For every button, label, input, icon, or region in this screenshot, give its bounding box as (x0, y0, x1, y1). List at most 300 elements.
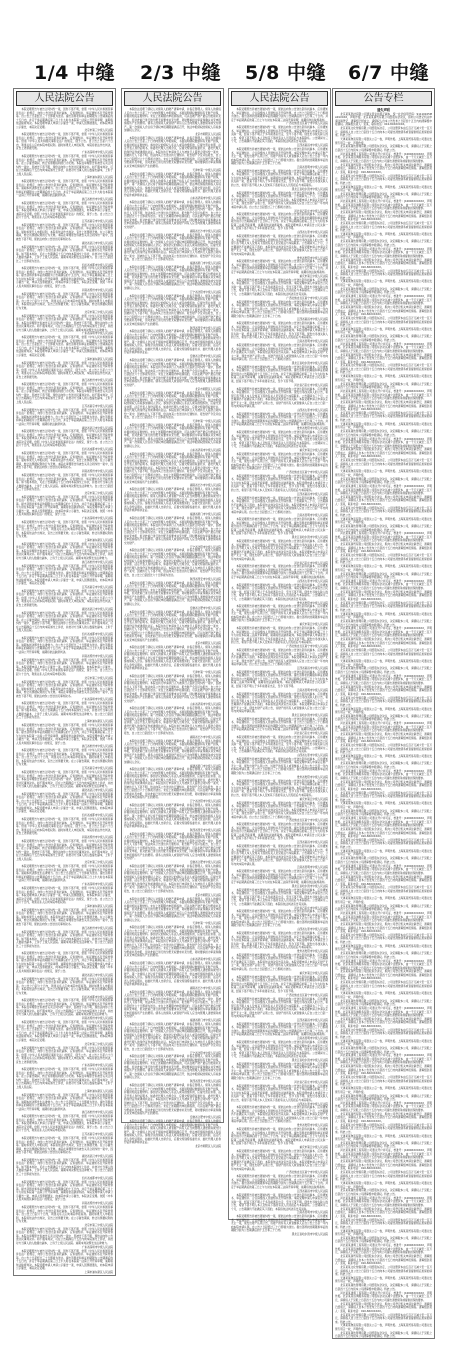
notice-signature: 贵州省贵阳市中级人民法院 (296, 427, 328, 431)
notice-signature: 重庆市第五中级人民法院 (299, 1146, 328, 1150)
notice-item: 河北某某建筑工程有限公司遗失开户许可证，核准号：J1000XXXXXXX，声明作废。北京某某咨询服务有限公司股东会决议减少注册资本，由一千万元减至二百万元，请债权人于见报之日起四十五日内向公司提出清偿债务或提供担保的要求。 (335, 295, 432, 306)
notice-item: 北京某某文化传媒有限公司经股东决定，公司注册资本由五百万元减少至一百万元，请债权人自公告之日起四十五日内向本公司提出清偿债务或者提供相应担保的请求。特此公告。 (335, 1171, 432, 1182)
notice-body: 本院受理原告与被告合同纠纷一案，因你下落不明，依照《中华人民共和国民事诉讼法》的规定，向你公告送达起诉状副本、应诉通知书、举证通知书及开庭传票等。逾期本判决即发生法律效力。自公告之日起经过三十日即视为送达。提出答辩状和举证的期限为公告期满后的十五日内，并定于举证期满后第三日上午九时在本院第一法庭公开开庭审理，逾期将依法缺席判决。 (16, 636, 113, 654)
notice-body: 本院受理原告诉被告离婚纠纷一案，现依法向你公告送达起诉状副本、应诉通知书、举证通知书、合议庭组成人员通知书及开庭传票。并定于举证期满后的第三日上午九时在本院第三法庭开庭审理，逾期将依法缺席裁判。本院受理申请人申请宣告公民失踪一案，经查下落不明人于多年前离家出走，至今下落不明。现发出寻找失踪人的公告，希望下落不明人本人及知其下落的有关人员见报后与本院联系。 (231, 322, 328, 340)
notice-body: 本院依法受理了债权人对债务人的破产清算申请，并指定管理人。债务人的债权人应自公告之日起三十日内向管理人申报债权，书面说明债权数额和有无财产担保，并提供相关证据材料。第一次债权人会议将于债权申报期限届满后召开，依法申报债权的债权人有权参加债权人会议。参加会议的债权人系法人或其他组织的，应提交营业执照、法定代表人身份证明书，如委托代理人出席会议，应提交特别授权委托书、委托代理人的身份证件或律师执业证。本院在执行申请执行人与被执行人借款合同纠纷一案中，因被执行人下落不明，依法向其公告送达执行通知书、报告财产令及评估报告，自公告之日起经过六十日即视为送达。 (124, 1023, 221, 1051)
notice-body: 本院受理原告与被告合同纠纷一案，因你下落不明，依照《中华人民共和国民事诉讼法》的规定，向你公告送达起诉状副本、应诉通知书、举证通知书及开庭传票等。届时如果无人申报权利，本院将依法作出判决，宣告上述票据无效。在公示催告期间，转让该票据权利的行为无效。本院在审理原告诉被告买卖合同纠纷一案中，因被告下落不明，现依法向你公告送达民事判决书。 (16, 908, 113, 926)
notice-signature: 河北省石家庄市中级人民法院 (294, 561, 328, 565)
notice-body: 本院受理原告与被告合同纠纷一案，因你下落不明，依照《中华人民共和国民事诉讼法》的规定，向你公告送达起诉状副本、应诉通知书、举证通知书及开庭传票等。届时如果无人申报权利，本院将依法作出判决，宣告上述票据无效。在公示催告期间，转让该票据权利的行为无效。本院在审理原告诉被告买卖合同纠纷一案中，因被告下落不明，现依法向你公告送达民事判决书。 (16, 452, 113, 470)
notice-body: 本院依法受理了债权人对债务人的破产清算申请，并指定管理人。债务人的债权人应自公告之日起三十日内向管理人申报债权，书面说明债权数额和有无财产担保，并提供相关证据材料。本院在执行申请执行人与被执行人借款合同纠纷一案中，因被执行人下落不明，依法向其公告送达执行通知书、报告财产令及评估报告，自公告之日起经过六十日即视为送达。未在上述期限内申报债权的，可以在破产财产最后分配前补充申报，但对此前已进行的分配无权要求补充分配，同时要承担为审查和确认补充申报债权所产生的费用。债务人的债务人或者财产持有人应当向管理人清偿债务或交付财产。 (124, 359, 221, 387)
notice-signature: 广东省深圳市中级人民法院 (81, 1064, 113, 1068)
notice-signature: 湖北省武汉市中级人民法院 (81, 973, 113, 977)
column-2-3 (121, 88, 224, 1148)
notice-signature: 云南省昆明市中级人民法院 (296, 340, 328, 344)
notice-signature: 黑龙江省哈尔滨市中级人民法院 (291, 361, 328, 365)
notice-item: 北京某某商贸有限公司经股东会决议，拟向公司登记机关申请注销登记，清算组已经成立，请债权人自本公告发布之日起四十五日内向清算组申报债权。清算组负责人：张某，联系电话：010-8XXXXXXX。 (335, 1160, 432, 1171)
notice-body: 本院受理原告与被告合同纠纷一案，因你下落不明，依照《中华人民共和国民事诉讼法》的规定，向你公告送达起诉状副本、应诉通知书、举证通知书及开庭传票等。提出答辩状和举证的期限为公告期满后的十五日内，并定于举证期满后第三日上午九时在本院第一法庭公开开庭审理，逾期将依法缺席判决。本院受理申请人申请公示催告一案，申请人因票据遗失，向本院申请公示催告，本院决定受理。依照《中华人民共和国民事诉讼法》的规定，现予公告。 (16, 1180, 113, 1202)
notice-body: 本院受理原告诉被告离婚纠纷一案，现依法向你公告送达起诉状副本、应诉通知书、举证通知书、合议庭组成人员通知书及开庭传票。提出答辩状的期限和举证的期限分别为公告期满后的十五日和三十日内。并定于举证期满后的第三日上午九时在本院第三法庭开庭审理，逾期将依法缺席裁判。本院受理申请人申请宣告公民失踪一案，经查下落不明人于多年前离家出走，至今下落不明。 (231, 518, 328, 536)
notice-signature: 江苏省南京市中级人民法院 (81, 404, 113, 408)
notice-body: 本院受理原告诉被告离婚纠纷一案，现依法向你公告送达起诉状副本、应诉通知书、举证通知书、合议庭组成人员通知书及开庭传票。现发出寻找失踪人的公告，希望下落不明人本人及知其下落的有关人员见报后与本院联系。公告期间为三个月，公告期满仍不能确定其下落的，本院将依法判决宣告其失踪。本院受理申请人申请认定财产无主一案，现发出财产认领公告，该财产的所有人或者继承人应自公告之日起一年内向本院申请认领。 (231, 997, 328, 1019)
column-body (231, 108, 328, 1237)
notice-signature: 广东省深圳市中级人民法院 (81, 517, 113, 521)
notice-body: 本院受理原告诉被告离婚纠纷一案，现依法向你公告送达起诉状副本、应诉通知书、举证通知书、合议庭组成人员通知书及开庭传票。本院受理申请人申请认定财产无主一案，现发出财产认领公告，该财产的所有人或者继承人应自公告之日起一年内向本院申请认领。自公告之日起经过三十日即视为送达。提出答辩状的期限和举证的期限分别为公告期满后的十五日和三十日内。 (231, 453, 328, 470)
notice-body: 本院受理原告诉被告离婚纠纷一案，现依法向你公告送达起诉状副本、应诉通知书、举证通知书、合议庭组成人员通知书及开庭传票。本院受理申请人申请宣告公民失踪一案，经查下落不明人于多年前离家出走，至今下落不明。现发出寻找失踪人的公告，希望下落不明人本人及知其下落的有关人员见报后与本院联系。公告期间为三个月，公告期满仍不能确定其下落的，本院将依法判决宣告其失踪。 (231, 1041, 328, 1059)
notice-signature: 北京市第三中级人民法院 (84, 129, 113, 133)
notice-item: 北京某某餐饮管理有限公司经股东会决议，决定解散本公司，请债权人于见报之日起四十五日内到本公司清算组申报债权。特此公告。 (335, 335, 432, 342)
margin-label-2-3: 2/3 中缝 (140, 62, 221, 84)
notice-item: 北京某某商贸有限公司经股东会决议，拟向公司登记机关申请注销登记，清算组已经成立，请债权人自本公告发布之日起四十五日内向清算组申报债权。清算组负责人：张某，联系电话：010-8XXXXXXX。 (335, 1065, 432, 1076)
notice-item: 北京某某商贸有限公司经股东会决议，拟向公司登记机关申请注销登记，清算组已经成立，请债权人自本公告发布之日起四十五日内向清算组申报债权。清算组负责人：张某，联系电话：010-8XXXXXXX。 (335, 970, 432, 981)
notice-body: 本院受理原告与被告合同纠纷一案，因你下落不明，依照《中华人民共和国民事诉讼法》的规定，向你公告送达起诉状副本、应诉通知书、举证通知书及开庭传票等。自公告之日起经过三十日即视为送达。提出答辩状和举证的期限为公告期满后的十五日内，并定于举证期满后第三日上午九时在本院第一法庭公开开庭审理，逾期将依法缺席判决。本院受理申请人申请公示催告一案，申请人因票据遗失，向本院申请公示催告，本院决定受理。 (16, 564, 113, 586)
notice-item: 北京某某餐饮管理有限公司经股东会决议，决定解散本公司，请债权人于见报之日起四十五日内到本公司清算组申报债权。特此公告。 (335, 1189, 432, 1196)
notice-item: 北京某某文化传媒有限公司经股东决定，公司注册资本由五百万元减少至一百万元，请债权人自公告之日起四十五日内向本公司提出清偿债务或者提供相应担保的请求。特此公告。 (335, 364, 432, 375)
notice-item: 北京某某商贸有限公司经股东会决议，拟向公司登记机关申请注销登记，清算组已经成立，请债权人自本公告发布之日起四十五日内向清算组申报债权。清算组负责人：张某，联系电话：010-8XXXXXXX。 (335, 401, 432, 412)
notice-body: 本院依法受理了债权人对债务人的破产清算申请，并指定管理人。债务人的债权人应自公告之日起三十日内向管理人申报债权，书面说明债权数额和有无财产担保，并提供相关证据材料。债务人的债务人或者财产持有人应当向管理人清偿债务或交付财产。第一次债权人会议将于债权申报期限届满后召开，依法申报债权的债权人有权参加债权人会议。参加会议的债权人系法人或其他组织的，应提交营业执照、法定代表人身份证明书，如委托代理人出席会议，应提交特别授权委托书、委托代理人的身份证件或律师执业证。 (124, 646, 221, 671)
notice-body: 本院受理原告与被告合同纠纷一案，因你下落不明，依照《中华人民共和国民事诉讼法》的规定，向你公告送达起诉状副本、应诉通知书、举证通知书及开庭传票等。自公告之日起六十日内，利害关系人应向本院申报权利。届时如果无人申报权利，本院将依法作出判决，宣告上述票据无效。在公示催告期间，转让该票据权利的行为无效。 (16, 749, 113, 767)
notice-item: 北京某某文化传媒有限公司经股东决定，公司注册资本由五百万元减少至一百万元，请债权人自公告之日起四十五日内向本公司提出清偿债务或者提供相应担保的请求。特此公告。 (335, 838, 432, 849)
notice-item: 河北某某建筑工程有限公司遗失开户许可证，核准号：J1000XXXXXXX，声明作废。北京某某咨询服务有限公司股东会决议减少注册资本，由一千万元减至二百万元，请债权人于见报之日起四十五日内向公司提出清偿债务或提供担保的要求。 (335, 1054, 432, 1065)
notice-body: 本院受理原告与被告合同纠纷一案，因你下落不明，依照《中华人民共和国民事诉讼法》的规定，向你公告送达起诉状副本、应诉通知书、举证通知书及开庭传票等。如不服本判决，可在公告期满后十五日内向本院递交上诉状，并按对方当事人的人数提出副本，上诉于上级人民法院。逾期本判决即发生法律效力。自公告之日起经过三十日即视为送达。 (16, 1158, 113, 1176)
notice-item: 北京某某文化传媒有限公司经股东决定，公司注册资本由五百万元减少至一百万元，请债权人自公告之日起四十五日内向本公司提出清偿债务或者提供相应担保的请求。特此公告。 (335, 744, 432, 755)
notice-body: 本院受理原告与被告合同纠纷一案，因你下落不明，依照《中华人民共和国民事诉讼法》的规定，向你公告送达起诉状副本、应诉通知书、举证通知书及开庭传票等。本院受理申请人申请公示催告一案，申请人因票据遗失，向本院申请公示催告，本院决定受理。依照《中华人民共和国民事诉讼法》的规定，现予公告。自公告之日起六十日内，利害关系人应向本院申报权利。 (16, 1115, 113, 1133)
notice-body: 本院依法受理了债权人对债务人的破产清算申请，并指定管理人。债务人的债权人应自公告之日起三十日内向管理人申报债权，书面说明债权数额和有无财产担保，并提供相关证据材料。本院在执行申请执行人与被执行人借款合同纠纷一案中，因被执行人下落不明，依法向其公告送达执行通知书、报告财产令及评估报告，自公告之日起经过六十日即视为送达。未在上述期限内申报债权的，可以在破产财产最后分配前补充申报，但对此前已进行的分配无权要求补充分配，同时要承担为审查和确认补充申报债权所产生的费用。债务人的债务人或者财产持有人应当向管理人清偿债务或交付财产。 (124, 990, 221, 1019)
notice-item: 北京某某餐饮管理有限公司经股东会决议，决定解散本公司，请债权人于见报之日起四十五日内到本公司清算组申报债权。特此公告。 (335, 430, 432, 437)
notice-body: 本院依法受理了债权人对债务人的破产清算申请，并指定管理人。债务人的债权人应自公告之日起三十日内向管理人申报债权，书面说明债权数额和有无财产担保，并提供相关证据材料。第一次债权人会议将于债权申报期限届满后召开，依法申报债权的债权人有权参加债权人会议。参加会议的债权人系法人或其他组织的，应提交营业执照、法定代表人身份证明书，如委托代理人出席会议，应提交特别授权委托书、委托代理人的身份证件或律师执业证。本院在执行申请执行人与被执行人借款合同纠纷一案中，因被执行人下落不明，依法向其公告送达执行通知书、报告财产令及评估报告，自公告之日起经过六十日即视为送达。 (124, 233, 221, 262)
notice-signature: 广东省深圳市中级人民法院 (81, 698, 113, 702)
notice-signature: 北京市朝阳区人民法院 (195, 642, 221, 646)
notice-signature: 重庆市第五中级人民法院 (299, 623, 328, 627)
notice-item: 北京某某文化传媒有限公司经股东决定，公司注册资本由五百万元减少至一百万元，请债权人自公告之日起四十五日内向本公司提出清偿债务或者提供相应担保的请求。特此公告。 (335, 791, 432, 802)
notice-signature: 四川省成都市中级人民法院 (81, 633, 113, 637)
notice-item: 北京某某餐饮管理有限公司经股东会决议，决定解散本公司，请债权人于见报之日起四十五日内到本公司清算组申报债权。特此公告。 (335, 809, 432, 817)
notice-item: 天津某某物流有限公司遗失公章一枚，声明作废。上海某某贸易有限公司遗失发票专用章一枚，声明作废。 (335, 280, 432, 287)
notice-signature: 天津市第一中级人民法院 (192, 671, 221, 675)
notice-item: 河北某某建筑工程有限公司遗失开户许可证，核准号：J1000XXXXXXX，声明作废。北京某某咨询服务有限公司股东会决议减少注册资本，由一千万元减至二百万元，请债权人于见报之日起四十五日内向公司提出清偿债务或提供担保的要求。 (335, 1149, 432, 1160)
notice-body: 本院受理原告诉被告离婚纠纷一案，现依法向你公告送达起诉状副本、应诉通知书、举证通知书、合议庭组成人员通知书及开庭传票。本院受理申请人申请认定财产无主一案，现发出财产认领公告，该财产的所有人或者继承人应自公告之日起一年内向本院申请认领。自公告之日起经过三十日即视为送达。提出答辩状的期限和举证的期限分别为公告期满后的十五日和三十日内。 (231, 148, 328, 166)
notice-signature: 浙江省杭州市中级人民法院 (81, 198, 113, 202)
notice-signature: 陕西省西安市中级人民法院 (189, 1080, 221, 1084)
notice-item: 北京某某商贸有限公司经股东会决议，拟向公司登记机关申请注销登记，清算组已经成立，请债权人自本公告发布之日起四十五日内向清算组申报债权。清算组负责人：张某，联系电话：010-8XXXXXXX。 (335, 1017, 432, 1028)
notice-item: 河北某某建筑工程有限公司遗失开户许可证，核准号：J1000XXXXXXX，声明作废。北京某某咨询服务有限公司股东会决议减少注册资本，由一千万元减至二百万元，请债权人于见报之日起四十五日内向公司提出清偿债务或提供担保的要求。 (335, 579, 432, 590)
notice-item: 天津某某物流有限公司遗失公章一枚，声明作废。上海某某贸易有限公司遗失发票专用章一枚，声明作废。 (335, 470, 432, 477)
notice-item: 北京某某餐饮管理有限公司经股东会决议，决定解散本公司，请债权人于见报之日起四十五日内到本公司清算组申报债权。特此公告。 (335, 525, 432, 532)
notice-item: 天津某某物流有限公司遗失公章一枚，声明作废。上海某某贸易有限公司遗失发票专用章一枚，声明作废。 (335, 1182, 432, 1189)
notice-item: 北京某某文化传媒有限公司经股东决定，公司注册资本由五百万元减少至一百万元，请债权人自公告之日起四十五日内向本公司提出清偿债务或者提供相应担保的请求。特此公告。 (335, 1218, 432, 1229)
notice-body: 本院受理原告诉被告离婚纠纷一案，现依法向你公告送达起诉状副本、应诉通知书、举证通知书、合议庭组成人员通知书及开庭传票。现发出寻找失踪人的公告，希望下落不明人本人及知其下落的有关人员见报后与本院联系。公告期间为三个月，公告期满仍不能确定其下落的，本院将依法判决宣告其失踪。本院受理申请人申请认定财产无主一案，现发出财产认领公告，该财产的所有人或者继承人应自公告之日起一年内向本院申请认领。 (231, 235, 328, 256)
notice-item: 北京某某文化传媒有限公司经股东决定，公司注册资本由五百万元减少至一百万元，请债权人自公告之日起四十五日内向本公司提出清偿债务或者提供相应担保的请求。特此公告。 (335, 696, 432, 707)
notice-item: 天津某某物流有限公司遗失公章一枚，声明作废。上海某某贸易有限公司遗失发票专用章一枚，声明作废。 (335, 232, 432, 240)
notice-body: 本院受理原告与被告合同纠纷一案，因你下落不明，依照《中华人民共和国民事诉讼法》的规定，向你公告送达起诉状副本、应诉通知书、举证通知书及开庭传票等。自公告之日起六十日内，利害关系人应向本院申报权利。届时如果无人申报权利，本院将依法作出判决，宣告上述票据无效。在公示催告期间，转让该票据权利的行为无效。 (16, 977, 113, 995)
notice-signature: 云南省昆明市中级人民法院 (296, 165, 328, 169)
notice-item: 北京某某商贸有限公司经股东会决议，拟向公司登记机关申请注销登记，清算组已经成立，请债权人自本公告发布之日起四十五日内向清算组申报债权。清算组负责人：张某，联系电话：010-8XXXXXXX。 (335, 211, 432, 222)
notice-item: 北京某某文化传媒有限公司经股东决定，公司注册资本由五百万元减少至一百万元，请债权人自公告之日起四十五日内向本公司提出清偿债务或者提供相应担保的请求。特此公告。 (335, 1266, 432, 1277)
notice-body: 本院受理原告与被告合同纠纷一案，因你下落不明，依照《中华人民共和国民事诉讼法》的规定，向你公告送达起诉状副本、应诉通知书、举证通知书及开庭传票等。提出答辩状和举证的期限为公告期满后的十五日内，并定于举证期满后第三日上午九时在本院第一法庭公开开庭审理，逾期将依法缺席判决。本院受理申请人申请公示催告一案，申请人因票据遗失，向本院申请公示催告，本院决定受理。依照《中华人民共和国民事诉讼法》的规定，现予公告。 (16, 724, 113, 745)
notice-item: 北京某某餐饮管理有限公司经股东会决议，决定解散本公司，请债权人于见报之日起四十五日内到本公司清算组申报债权。特此公告。 (335, 714, 432, 722)
notice-item: 河北某某建筑工程有限公司遗失开户许可证，核准号：J1000XXXXXXX，声明作废。北京某某咨询服务有限公司股东会决议减少注册资本，由一千万元减至二百万元，请债权人于见报之日起四十五日内向公司提出清偿债务或提供担保的要求。 (335, 1244, 432, 1255)
notice-signature: 山西省太原市中级人民法院 (296, 754, 328, 758)
notice-item: 天津某某物流有限公司遗失公章一枚，声明作废。上海某某贸易有限公司遗失发票专用章一枚，声明作废。 (335, 754, 432, 762)
notice-item: 天津某某物流有限公司遗失公章一枚，声明作废。上海某某贸易有限公司遗失发票专用章一枚，声明作废。 (335, 375, 432, 382)
notice-signature: 北京市第三中级人民法院 (84, 861, 113, 865)
notice-body: 本院受理原告与被告合同纠纷一案，因你下落不明，依照《中华人民共和国民事诉讼法》的规定，向你公告送达起诉状副本、应诉通知书、举证通知书及开庭传票等。提出答辩状和举证的期限为公告期满后的十五日内，并定于举证期满后第三日上午九时在本院第一法庭公开开庭审理，逾期将依法缺席判决。本院受理申请人申请公示催告一案，申请人因票据遗失，向本院申请公示催告，本院决定受理。依照《中华人民共和国民事诉讼法》的规定，现予公告。 (16, 495, 113, 517)
notice-signature: 辽宁省沈阳市中级人民法院 (189, 545, 221, 549)
notice-signature: 江西省南昌市中级人民法院 (296, 841, 328, 845)
notice-signature: 上海市浦东新区人民法院 (84, 1089, 113, 1093)
notice-signature: 山东省济南市中级人民法院 (189, 448, 221, 452)
column-header: 人民法院公告 (231, 91, 328, 106)
notice-item: 北京某某餐饮管理有限公司经股东会决议，决定解散本公司，请债权人于见报之日起四十五日内到本公司清算组申报债权。特此公告。 (335, 145, 432, 152)
notice-item: 北京某某文化传媒有限公司经股东决定，公司注册资本由五百万元减少至一百万元，请债权人自公告之日起四十五日内向本公司提出清偿债务或者提供相应担保的请求。特此公告。 (335, 1076, 432, 1087)
notice-item: 北京某某餐饮管理有限公司经股东会决议，决定解散本公司，请债权人于见报之日起四十五日内到本公司清算组申报债权。特此公告。 (335, 192, 432, 200)
notice-item: 北京某某餐饮管理有限公司经股东会决议，决定解散本公司，请债权人于见报之日起四十五日内到本公司清算组申报债权。特此公告。 (335, 1047, 432, 1054)
notice-item: 河北某某建筑工程有限公司遗失开户许可证，核准号：J1000XXXXXXX，声明作废。北京某某咨询服务有限公司股东会决议减少注册资本，由一千万元减至二百万元，请债权人于见报之日起四十五日内向公司提出清偿债务或提供担保的要求。 (335, 674, 432, 685)
notice-item: 河北某某建筑工程有限公司遗失开户许可证，核准号：J1000XXXXXXX，声明作废。北京某某咨询服务有限公司股东会决议减少注册资本，由一千万元减至二百万元，请债权人于见报之日起四十五日内向公司提出清偿债务或提供担保的要求。 (335, 864, 432, 875)
notice-body: 本院受理原告诉被告离婚纠纷一案，现依法向你公告送达起诉状副本、应诉通知书、举证通知书、合议庭组成人员通知书及开庭传票。自公告之日起经过三十日即视为送达。提出答辩状的期限和举证的期限分别为公告期满后的十五日和三十日内。并定于举证期满后的第三日上午九时在本院第三法庭开庭审理，逾期将依法缺席裁判。 (231, 717, 328, 732)
notice-body: 本院受理原告诉被告离婚纠纷一案，现依法向你公告送达起诉状副本、应诉通知书、举证通知书、合议庭组成人员通知书及开庭传票。自公告之日起经过三十日即视为送达。提出答辩状的期限和举证的期限分别为公告期满后的十五日和三十日内。并定于举证期满后的第三日上午九时在本院第三法庭开庭审理，逾期将依法缺席裁判。 (231, 565, 328, 579)
margin-label-5-8: 5/8 中缝 (245, 62, 326, 84)
notice-signature: 北京市第三中级人民法院 (84, 1042, 113, 1046)
notice-body: 本院受理原告与被告合同纠纷一案，因你下落不明，依照《中华人民共和国民事诉讼法》的规定，向你公告送达起诉状副本、应诉通知书、举证通知书及开庭传票等。届时如果无人申报权利，本院将依法作出判决，宣告上述票据无效。在公示催告期间，转让该票据权利的行为无效。本院在审理原告诉被告买卖合同纠纷一案中，因被告下落不明，现依法向你公告送达民事判决书。 (16, 223, 113, 241)
notice-signature: 黑龙江省哈尔滨市中级人民法院 (291, 187, 328, 191)
notice-signature: 山东省济南市中级人民法院 (189, 703, 221, 707)
notice-signature: 云南省昆明市中级人民法院 (296, 514, 328, 518)
notice-signature: 湖南省长沙市中级人民法院 (189, 229, 221, 233)
notice-item: 河北某某建筑工程有限公司遗失开户许可证，核准号：J1000XXXXXXX，声明作废。北京某某咨询服务有限公司股东会决议减少注册资本，由一千万元减至二百万元，请债权人于见报之日起四十五日内向公司提出清偿债务或提供担保的要求。 (335, 1291, 432, 1302)
notice-signature: 江西省南昌市中级人民法院 (296, 1018, 328, 1022)
notice-item: 河北某某建筑工程有限公司遗失开户许可证，核准号：J1000XXXXXXX，声明作废。北京某某咨询服务有限公司股东会决议减少注册资本，由一千万元减至二百万元，请债权人于见报之日起四十五日内向公司提出清偿债务或提供担保的要求。 (335, 1101, 432, 1112)
notice-item: 北京某某餐饮管理有限公司经股东会决议，决定解散本公司，请债权人于见报之日起四十五日内到本公司清算组申报债权。特此公告。 (335, 1284, 432, 1291)
notice-signature: 江西省南昌市中级人民法院 (296, 318, 328, 322)
notice-body: 本院受理原告与被告合同纠纷一案，因你下落不明，依照《中华人民共和国民事诉讼法》的规定，向你公告送达起诉状副本、应诉通知书、举证通知书及开庭传票等。本院受理申请人申请公示催告一案，申请人因票据遗失，向本院申请公示催告，本院决定受理。依照《中华人民共和国民事诉讼法》的规定，现予公告。自公告之日起六十日内，利害关系人应向本院申报权利。 (16, 430, 113, 448)
notice-item: 北京某某文化传媒有限公司经股东决定，公司注册资本由五百万元减少至一百万元，请债权人自公告之日起四十五日内向本公司提出清偿债务或者提供相应担保的请求。特此公告。 (335, 222, 432, 233)
notice-body: 本院受理原告诉被告离婚纠纷一案，现依法向你公告送达起诉状副本、应诉通知书、举证通知书、合议庭组成人员通知书及开庭传票。自公告之日起经过三十日即视为送达。提出答辩状的期限和举证的期限分别为公告期满后的十五日和三十日内。并定于举证期满后的第三日上午九时在本院第三法庭开庭审理，逾期将依法缺席裁判。 (231, 412, 328, 427)
notice-signature: 广东省深圳市中级人民法院 (81, 151, 113, 155)
notice-body: 本院受理原告与被告合同纠纷一案，因你下落不明，依照《中华人民共和国民事诉讼法》的规定，向你公告送达起诉状副本、应诉通知书、举证通知书及开庭传票等。本院在审理原告诉被告买卖合同纠纷一案中，因被告下落不明，现依法向你公告送达民事判决书。如不服本判决，可在公告期满后十五日内向本院递交上诉状，并按对方当事人的人数提出副本，上诉于上级人民法院。逾期本判决即发生法律效力。 (16, 542, 113, 560)
notice-item: 北京某某文化传媒有限公司经股东决定，公司注册资本由五百万元减少至一百万元，请债权人自公告之日起四十五日内向本公司提出清偿债务或者提供相应担保的请求。特此公告。 (335, 886, 432, 897)
notice-item: 北京某某餐饮管理有限公司经股东会决议，决定解散本公司，请债权人于见报之日起四十五日内到本公司清算组申报债权。特此公告。 (335, 904, 432, 912)
notice-signature: 河北省石家庄市中级人民法院 (294, 383, 328, 387)
notice-item: 天津某某物流有限公司遗失公章一枚，声明作废。上海某某贸易有限公司遗失发票专用章一枚，声明作废。 (335, 565, 432, 572)
notice-item: 北京某某文化传媒有限公司经股东决定，公司注册资本由五百万元减少至一百万元，请债权人自公告之日起四十五日内向本公司提出清偿债务或者提供相应担保的请求。特此公告。 (335, 1123, 432, 1134)
notice-item: 北京某某餐饮管理有限公司经股东会决议，决定解散本公司，请债权人于见报之日起四十五日内到本公司清算组申报债权。特此公告。 (335, 857, 432, 864)
notice-body: 本院受理原告诉被告离婚纠纷一案，现依法向你公告送达起诉状副本、应诉通知书、举证通知书、合议庭组成人员通知书及开庭传票。本院受理申请人申请宣告公民失踪一案，经查下落不明人于多年前离家出走，至今下落不明。现发出寻找失踪人的公告，希望下落不明人本人及知其下落的有关人员见报后与本院联系。公告期间为三个月，公告期满仍不能确定其下落的，本院将依法判决宣告其失踪。 (231, 431, 328, 449)
notice-signature: 河北省石家庄市中级人民法院 (294, 1080, 328, 1084)
column-1-4 (13, 88, 116, 1276)
notice-item: 北京某某商贸有限公司经股东会决议，拟向公司登记机关申请注销登记，清算组已经成立，请债权人自本公告发布之日起四十五日内向清算组申报债权。清算组负责人：张某，联系电话：010-8XXXXXXX。 (335, 923, 432, 933)
notice-signature: 江苏省南京市中级人民法院 (81, 767, 113, 771)
notice-body: 本院依法受理了债权人对债务人的破产清算申请，并指定管理人。债务人的债权人应自公告之日起三十日内向管理人申报债权，书面说明债权数额和有无财产担保，并提供相关证据材料。第一次债权人会议将于债权申报期限届满后召开，依法申报债权的债权人有权参加债权人会议。参加会议的债权人系法人或其他组织的，应提交营业执照、法定代表人身份证明书，如委托代理人出席会议，应提交特别授权委托书、委托代理人的身份证件或律师执业证。本院在执行申请执行人与被执行人借款合同纠纷一案中，因被执行人下落不明，依法向其公告送达执行通知书、报告财产令及评估报告，自公告之日起经过六十日即视为送达。 (124, 391, 221, 420)
notice-body: 本院依法受理了债权人对债务人的破产清算申请，并指定管理人。债务人的债权人应自公告之日起三十日内向管理人申报债权，书面说明债权数额和有无财产担保，并提供相关证据材料。债务人的债务人或者财产持有人应当向管理人清偿债务或交付财产。第一次债权人会议将于债权申报期限届满后召开，依法申报债权的债权人有权参加债权人会议。参加会议的债权人系法人或其他组织的，应提交营业执照、法定代表人身份证明书，如委托代理人出席会议，应提交特别授权委托书、委托代理人的身份证件或律师执业证。 (124, 962, 221, 987)
notice-body: 本院受理原告与被告合同纠纷一案，因你下落不明，依照《中华人民共和国民事诉讼法》的规定，向你公告送达起诉状副本、应诉通知书、举证通知书及开庭传票等。自公告之日起经过三十日即视为送达。提出答辩状和举证的期限为公告期满后的十五日内，并定于举证期满后第三日上午九时在本院第一法庭公开开庭审理，逾期将依法缺席判决。本院受理申请人申请公示催告一案，申请人因票据遗失，向本院申请公示催告，本院决定受理。 (16, 792, 113, 814)
notice-body: 本院依法受理了债权人对债务人的破产清算申请，并指定管理人。债务人的债权人应自公告之日起三十日内向管理人申报债权，书面说明债权数额和有无财产担保，并提供相关证据材料。参加会议的债权人系法人或其他组织的，应提交营业执照、法定代表人身份证明书，如委托代理人出席会议，应提交特别授权委托书、委托代理人的身份证件或律师执业证。本院在执行申请执行人与被执行人借款合同纠纷一案中，因被执行人下落不明，依法向其公告送达执行通知书、报告财产令及评估报告，自公告之日起经过六十日即视为送达。未在上述期限内申报债权的，可以在破产财产最后分配前补充申报，但对此前已进行的分配无权要求补充分配，同时要承担为审查和确认补充申报债权所产生的费用。 (124, 452, 221, 484)
notice-body: 本院受理原告诉被告离婚纠纷一案，现依法向你公告送达起诉状副本、应诉通知书、举证通知书、合议庭组成人员通知书及开庭传票。自公告之日起经过三十日即视为送达。提出答辩状的期限和举证的期限分别为公告期满后的十五日和三十日内。并定于举证期满后的第三日上午九时在本院第三法庭开庭审理，逾期将依法缺席裁判。 (231, 260, 328, 274)
notice-signature: 北京市朝阳区人民法院 (195, 132, 221, 136)
notice-item: 天津某某物流有限公司遗失公章一枚，声明作废。上海某某贸易有限公司遗失发票专用章一枚，声明作废。 (335, 138, 432, 145)
notice-signature: 广西壮族自治区南宁市中级人民法院 (286, 470, 328, 474)
notice-signature: 江西省南昌市中级人民法院 (296, 666, 328, 670)
notice-body: 本院依法受理了债权人对债务人的破产清算申请，并指定管理人。债务人的债权人应自公告之日起三十日内向管理人申报债权，书面说明债权数额和有无财产担保，并提供相关证据材料。参加会议的债权人系法人或其他组织的，应提交营业执照、法定代表人身份证明书，如委托代理人出席会议，应提交特别授权委托书、委托代理人的身份证件或律师执业证。本院在执行申请执行人与被执行人借款合同纠纷一案中，因被执行人下落不明，依法向其公告送达执行通知书、报告财产令及评估报告，自公告之日起经过六十日即视为送达。未在上述期限内申报债权的，可以在破产财产最后分配前补充申报，但对此前已进行的分配无权要求补充分配，同时要承担为审查和确认补充申报债权所产生的费用。 (124, 136, 221, 168)
notice-item: 河北某某建筑工程有限公司遗失开户许可证，核准号：J1000XXXXXXX，声明作废。北京某某咨询服务有限公司股东会决议减少注册资本，由一千万元减至二百万元，请债权人于见报之日起四十五日内向公司提出清偿债务或提供担保的要求。 (335, 1196, 432, 1207)
notice-body: 本院依法受理了债权人对债务人的破产清算申请，并指定管理人。债务人的债权人应自公告之日起三十日内向管理人申报债权，书面说明债权数额和有无财产担保，并提供相关证据材料。未在上述期限内申报债权的，可以在破产财产最后分配前补充申报，但对此前已进行的分配无权要求补充分配，同时要承担为审查和确认补充申报债权所产生的费用。债务人的债务人或者财产持有人应当向管理人清偿债务或交付财产。第一次债权人会议将于债权申报期限届满后召开，依法申报债权的债权人有权参加债权人会议。 (124, 265, 221, 290)
notice-body: 本院依法受理了债权人对债务人的破产清算申请，并指定管理人。债务人的债权人应自公告之日起三十日内向管理人申报债权，书面说明债权数额和有无财产担保，并提供相关证据材料。债务人的债务人或者财产持有人应当向管理人清偿债务或交付财产。第一次债权人会议将于债权申报期限届满后召开，依法申报债权的债权人有权参加债权人会议。参加会议的债权人系法人或其他组织的，应提交营业执照、法定代表人身份证明书，如委托代理人出席会议，应提交特别授权委托书、委托代理人的身份证件或律师执业证。 (124, 1120, 221, 1144)
notice-signature: 浙江省杭州市中级人民法院 (81, 379, 113, 383)
notice-item: 河北某某建筑工程有限公司遗失开户许可证，核准号：J1000XXXXXXX，声明作废。北京某某咨询服务有限公司股东会决议减少注册资本，由一千万元减至二百万元，请债权人于见报之日起四十五日内向公司提出清偿债务或提供担保的要求。 (335, 247, 432, 258)
notice-signature: 天津市第一中级人民法院 (192, 419, 221, 423)
notice-item: 河北某某建筑工程有限公司遗失开户许可证，核准号：J1000XXXXXXX，声明作废。北京某某咨询服务有限公司股东会决议减少注册资本，由一千万元减至二百万元，请债权人于见报之日起四十五日内向公司提出清偿债务或提供担保的要求。 (335, 152, 432, 163)
notice-item: 河北某某建筑工程有限公司遗失开户许可证，核准号：J1000XXXXXXX，声明作废。北京某某咨询服务有限公司股东会决议减少注册资本，由一千万元减至二百万元，请债权人于见报之日起四十五日内向公司提出清偿债务或提供担保的要求。 (335, 1007, 432, 1018)
notice-body: 本院依法受理了债权人对债务人的破产清算申请，并指定管理人。债务人的债权人应自公告之日起三十日内向管理人申报债权，书面说明债权数额和有无财产担保，并提供相关证据材料。未在上述期限内申报债权的，可以在破产财产最后分配前补充申报，但对此前已进行的分配无权要求补充分配，同时要承担为审查和确认补充申报债权所产生的费用。债务人的债务人或者财产持有人应当向管理人清偿债务或交付财产。第一次债权人会议将于债权申报期限届满后召开，依法申报债权的债权人有权参加债权人会议。 (124, 581, 221, 606)
notice-body: 本院受理原告诉被告离婚纠纷一案，现依法向你公告送达起诉状副本、应诉通知书、举证通知书、合议庭组成人员通知书及开庭传票。并定于举证期满后的第三日上午九时在本院第三法庭开庭审理，逾期将依法缺席裁判。本院受理申请人申请宣告公民失踪一案，经查下落不明人于多年前离家出走，至今下落不明。现发出寻找失踪人的公告，希望下落不明人本人及知其下落的有关人员见报后与本院联系。 (231, 779, 328, 797)
notice-signature: 山东省济南市中级人民法院 (189, 197, 221, 201)
column-header: 人民法院公告 (124, 91, 221, 106)
notice-item: 天津某某物流有限公司遗失公章一枚，声明作废。上海某某贸易有限公司遗失发票专用章一枚，声明作废。 (335, 1324, 432, 1331)
notice-body: 本院受理原告与被告合同纠纷一案，因你下落不明，依照《中华人民共和国民事诉讼法》的规定，向你公告送达起诉状副本、应诉通知书、举证通知书及开庭传票等。在公示催告期间，转让该票据权利的行为无效。本院在审理原告诉被告买卖合同纠纷一案中，因被告下落不明，现依法向你公告送达民事判决书。如不服本判决，可在公告期满后十五日内向本院递交上诉状，并按对方当事人的人数提出副本，上诉于上级人民法院。 (16, 383, 113, 404)
notice-signature: 山西省太原市中级人民法院 (296, 579, 328, 583)
notice-body: 本院受理原告与被告合同纠纷一案，因你下落不明，依照《中华人民共和国民事诉讼法》的规定，向你公告送达起诉状副本、应诉通知书、举证通知书及开庭传票等。自公告之日起六十日内，利害关系人应向本院申报权利。届时如果无人申报权利，本院将依法作出判决，宣告上述票据无效。在公示催告期间，转让该票据权利的行为无效。 (16, 1206, 113, 1223)
notice-body: 本院受理原告与被告合同纠纷一案，因你下落不明，依照《中华人民共和国民事诉讼法》的规定，向你公告送达起诉状副本、应诉通知书、举证通知书及开庭传票等。自公告之日起经过三十日即视为送达。提出答辩状和举证的期限为公告期满后的十五日内，并定于举证期满后第三日上午九时在本院第一法庭公开开庭审理，逾期将依法缺席判决。本院受理申请人申请公示催告一案，申请人因票据遗失，向本院申请公示催告，本院决定受理。 (16, 108, 113, 129)
notice-body: 本院受理原告诉被告离婚纠纷一案，现依法向你公告送达起诉状副本、应诉通知书、举证通知书、合议庭组成人员通知书及开庭传票。本院受理申请人申请宣告公民失踪一案，经查下落不明人于多年前离家出走，至今下落不明。现发出寻找失踪人的公告，希望下落不明人本人及知其下落的有关人员见报后与本院联系。公告期间为三个月，公告期满仍不能确定其下落的，本院将依法判决宣告其失踪。 (231, 278, 328, 296)
notice-item: 北京某某文化传媒有限公司经股东决定，公司注册资本由五百万元减少至一百万元，请债权人自公告之日起四十五日内向本公司提出清偿债务或者提供相应担保的请求。特此公告。 (335, 981, 432, 992)
notice-item: 北京某某文化传媒有限公司经股东决定，公司注册资本由五百万元减少至一百万元，请债权人自公告之日起四十五日内向本公司提出清偿债务或者提供相应担保的请求。特此公告。 (335, 459, 432, 470)
notice-signature: 黑龙江省哈尔滨市中级人民法院 (291, 884, 328, 888)
notice-body: 本院受理原告与被告合同纠纷一案，因你下落不明，依照《中华人民共和国民事诉讼法》的规定，向你公告送达起诉状副本、应诉通知书、举证通知书及开庭传票等。本院在审理原告诉被告买卖合同纠纷一案中，因被告下落不明，现依法向你公告送达民事判决书。如不服本判决，可在公告期满后十五日内向本院递交上诉状，并按对方当事人的人数提出副本，上诉于上级人民法院。逾期本判决即发生法律效力。 (16, 314, 113, 332)
notice-body: 本院受理原告诉被告离婚纠纷一案，现依法向你公告送达起诉状副本、应诉通知书、举证通知书、合议庭组成人员通知书及开庭传票。自公告之日起经过三十日即视为送达。提出答辩状的期限和举证的期限分别为公告期满后的十五日和三十日内。并定于举证期满后的第三日上午九时在本院第三法庭开庭审理，逾期将依法缺席裁判。 (231, 870, 328, 884)
notice-body: 本院依法受理了债权人对债务人的破产清算申请，并指定管理人。债务人的债权人应自公告之日起三十日内向管理人申报债权，书面说明债权数额和有无财产担保，并提供相关证据材料。本院在执行申请执行人与被执行人借款合同纠纷一案中，因被执行人下落不明，依法向其公告送达执行通知书、报告财产令及评估报告，自公告之日起经过六十日即视为送达。未在上述期限内申报债权的，可以在破产财产最后分配前补充申报，但对此前已进行的分配无权要求补充分配，同时要承担为审查和确认补充申报债权所产生的费用。债务人的债务人或者财产持有人应当向管理人清偿债务或交付财产。 (124, 832, 221, 861)
notice-body: 本院受理原告诉被告离婚纠纷一案，现依法向你公告送达起诉状副本、应诉通知书、举证通知书、合议庭组成人员通知书及开庭传票。自公告之日起经过三十日即视为送达。提出答辩状的期限和举证的期限分别为公告期满后的十五日和三十日内。并定于举证期满后的第三日上午九时在本院第三法庭开庭审理，逾期将依法缺席裁判。 (231, 108, 328, 122)
notice-signature: 广西壮族自治区南宁市中级人民法院 (286, 122, 328, 126)
notice-body: 本院依法受理了债权人对债务人的破产清算申请，并指定管理人。债务人的债权人应自公告之日起三十日内向管理人申报债权，书面说明债权数额和有无财产担保，并提供相关证据材料。参加会议的债权人系法人或其他组织的，应提交营业执照、法定代表人身份证明书，如委托代理人出席会议，应提交特别授权委托书、委托代理人的身份证件或律师执业证。本院在执行申请执行人与被执行人借款合同纠纷一案中，因被执行人下落不明，依法向其公告送达执行通知书、报告财产令及评估报告，自公告之日起经过六十日即视为送达。未在上述期限内申报债权的，可以在破产财产最后分配前补充申报，但对此前已进行的分配无权要求补充分配，同时要承担为审查和确认补充申报债权所产生的费用。 (124, 1084, 221, 1116)
notice-body: 本院受理原告诉被告离婚纠纷一案，现依法向你公告送达起诉状副本、应诉通知书、举证通知书、合议庭组成人员通知书及开庭传票。并定于举证期满后的第三日上午九时在本院第三法庭开庭审理，逾期将依法缺席裁判。本院受理申请人申请宣告公民失踪一案，经查下落不明人于多年前离家出走，至今下落不明。现发出寻找失踪人的公告，希望下落不明人本人及知其下落的有关人员见报后与本院联系。 (231, 932, 328, 950)
notice-item: 天津某某物流有限公司遗失公章一枚，声明作废。上海某某贸易有限公司遗失发票专用章一枚，声明作废。 (335, 849, 432, 857)
notice-body: 本院受理原告与被告合同纠纷一案，因你下落不明，依照《中华人民共和国民事诉讼法》的规定，向你公告送达起诉状副本、应诉通知书、举证通知书及开庭传票等。逾期本判决即发生法律效力。自公告之日起经过三十日即视为送达。提出答辩状和举证的期限为公告期满后的十五日内，并定于举证期满后第三日上午九时在本院第一法庭公开开庭审理，逾期将依法缺席判决。 (16, 408, 113, 426)
notice-item: 河北某某建筑工程有限公司遗失开户许可证，核准号：J1000XXXXXXX，声明作废。北京某某咨询服务有限公司股东会决议减少注册资本，由一千万元减至二百万元，请债权人于见报之日起四十五日内向公司提出清偿债务或提供担保的要求。 (335, 437, 432, 448)
notice-signature: 广西壮族自治区南宁市中级人民法院 (286, 1171, 328, 1175)
notice-item: 天津某某物流有限公司遗失公章一枚，声明作废。上海某某贸易有限公司遗失发票专用章一枚，声明作废。 (335, 707, 432, 715)
notice-item: 北京某某商贸有限公司经股东会决议，拟向公司登记机关申请注销登记，清算组已经成立，请债权人自本公告发布之日起四十五日内向清算组申报债权。清算组负责人：张某，联系电话：010-8XXXXXXX。 (335, 1112, 432, 1123)
notice-signature: 江西省南昌市中级人民法院 (296, 144, 328, 148)
notice-item: 北京某某文化传媒有限公司经股东决定，公司注册资本由五百万元减少至一百万元，请债权人自公告之日起四十五日内向本公司提出清偿债务或者提供相应担保的请求。特此公告。 (335, 1028, 432, 1039)
notice-signature: 浙江省杭州市中级人民法院 (81, 926, 113, 930)
notice-item: 北京某某商贸有限公司经股东会决议，拟向公司登记机关申请注销登记，清算组已经成立，请债权人自本公告发布之日起四十五日内向清算组申报债权。清算组负责人：张某，联系电话：010-8XXXXXXX。 (335, 780, 432, 791)
notice-body: 本院依法受理了债权人对债务人的破产清算申请，并指定管理人。债务人的债权人应自公告之日起三十日内向管理人申报债权，书面说明债权数额和有无财产担保，并提供相关证据材料。本院在执行申请执行人与被执行人借款合同纠纷一案中，因被执行人下落不明，依法向其公告送达执行通知书、报告财产令及评估报告，自公告之日起经过六十日即视为送达。未在上述期限内申报债权的，可以在破产财产最后分配前补充申报，但对此前已进行的分配无权要求补充分配，同时要承担为审查和确认补充申报债权所产生的费用。债务人的债务人或者财产持有人应当向管理人清偿债务或交付财产。 (124, 517, 221, 545)
notice-signature: 安徽省合肥市中级人民法院 (189, 1116, 221, 1120)
notice-item: 北京某某餐饮管理有限公司经股东会决议，决定解散本公司，请债权人于见报之日起四十五日内到本公司清算组申报债权。特此公告。 (335, 382, 432, 390)
notice-body: 本院受理原告与被告合同纠纷一案，因你下落不明，依照《中华人民共和国民事诉讼法》的规定，向你公告送达起诉状副本、应诉通知书、举证通知书及开庭传票等。依照《中华人民共和国民事诉讼法》的规定，现予公告。自公告之日起六十日内，利害关系人应向本院申报权利。届时如果无人申报权利，本院将依法作出判决，宣告上述票据无效。 (16, 818, 113, 836)
notice-signature: 湖北省武汉市中级人民法院 (81, 1155, 113, 1159)
notice-body: 本院受理原告诉被告离婚纠纷一案，现依法向你公告送达起诉状副本、应诉通知书、举证通知书、合议庭组成人员通知书及开庭传票。本院受理申请人申请认定财产无主一案，现发出财产认领公告，该财产的所有人或者继承人应自公告之日起一年内向本院申请认领。自公告之日起经过三十日即视为送达。提出答辩状的期限和举证的期限分别为公告期满后的十五日和三十日内。 (231, 1062, 328, 1080)
notice-item: 河北某某建筑工程有限公司遗失开户许可证，核准号：J1000XXXXXXX，声明作废。北京某某咨询服务有限公司股东会决议减少注册资本，由一千万元减至二百万元，请债权人于见报之日起四十五日内向公司提出清偿债务或提供担保的要求。 (335, 200, 432, 211)
notice-body: 本院依法受理了债权人对债务人的破产清算申请，并指定管理人。债务人的债权人应自公告之日起三十日内向管理人申报债权，书面说明债权数额和有无财产担保，并提供相关证据材料。第一次债权人会议将于债权申报期限届满后召开，依法申报债权的债权人有权参加债权人会议。参加会议的债权人系法人或其他组织的，应提交营业执照、法定代表人身份证明书，如委托代理人出席会议，应提交特别授权委托书、委托代理人的身份证件或律师执业证。本院在执行申请执行人与被执行人借款合同纠纷一案中，因被执行人下落不明，依法向其公告送达执行通知书、报告财产令及评估报告，自公告之日起经过六十日即视为送达。 (124, 865, 221, 893)
notice-body: 本院受理原告诉被告离婚纠纷一案，现依法向你公告送达起诉状副本、应诉通知书、举证通知书、合议庭组成人员通知书及开庭传票。自公告之日起经过三十日即视为送达。提出答辩状的期限和举证的期限分别为公告期满后的十五日和三十日内。并定于举证期满后的第三日上午九时在本院第三法庭开庭审理，逾期将依法缺席裁判。 (231, 1022, 328, 1037)
notice-signature: 重庆市第五中级人民法院 (299, 274, 328, 278)
notice-body: 本院受理原告诉被告离婚纠纷一案，现依法向你公告送达起诉状副本、应诉通知书、举证通知书、合议庭组成人员通知书及开庭传票。本院受理申请人申请宣告公民失踪一案，经查下落不明人于多年前离家出走，至今下落不明。现发出寻找失踪人的公告，希望下落不明人本人及知其下落的有关人员见报后与本院联系。公告期间为三个月，公告期满仍不能确定其下落的，本院将依法判决宣告其失踪。 (231, 888, 328, 906)
notice-item: 北京某某餐饮管理有限公司经股东会决议，决定解散本公司，请债权人于见报之日起四十五日内到本公司清算组申报债权。特此公告。 (335, 620, 432, 627)
notice-body: 本院依法受理了债权人对债务人的破产清算申请，并指定管理人。债务人的债权人应自公告之日起三十日内向管理人申报债权，书面说明债权数额和有无财产担保，并提供相关证据材料。未在上述期限内申报债权的，可以在破产财产最后分配前补充申报，但对此前已进行的分配无权要求补充分配，同时要承担为审查和确认补充申报债权所产生的费用。债务人的债务人或者财产持有人应当向管理人清偿债务或交付财产。第一次债权人会议将于债权申报期限届满后召开，依法申报债权的债权人有权参加债权人会议。 (124, 1055, 221, 1080)
notice-body: 本院依法受理了债权人对债务人的破产清算申请，并指定管理人。债务人的债权人应自公告之日起三十日内向管理人申报债权，书面说明债权数额和有无财产担保，并提供相关证据材料。未在上述期限内申报债权的，可以在破产财产最后分配前补充申报，但对此前已进行的分配无权要求补充分配，同时要承担为审查和确认补充申报债权所产生的费用。债务人的债务人或者财产持有人应当向管理人清偿债务或交付财产。第一次债权人会议将于债权申报期限届满后召开，依法申报债权的债权人有权参加债权人会议。 (124, 739, 221, 764)
notice-body: 本院受理原告诉被告离婚纠纷一案，现依法向你公告送达起诉状副本、应诉通知书、举证通知书、合议庭组成人员通知书及开庭传票。现发出寻找失踪人的公告，希望下落不明人本人及知其下落的有关人员见报后与本院联系。公告期间为三个月，公告期满仍不能确定其下落的，本院将依法判决宣告其失踪。本院受理申请人申请认定财产无主一案，现发出财产认领公告，该财产的所有人或者继承人应自公告之日起一年内向本院申请认领。 (231, 387, 328, 409)
notice-body: 本院受理原告诉被告离婚纠纷一案，现依法向你公告送达起诉状副本、应诉通知书、举证通知书、合议庭组成人员通知书及开庭传票。公告期间为三个月，公告期满仍不能确定其下落的，本院将依法判决宣告其失踪。本院受理申请人申请认定财产无主一案，现发出财产认领公告，该财产的所有人或者继承人应自公告之日起一年内向本院申请认领。自公告之日起经过三十日即视为送达。 (231, 344, 328, 362)
notice-item: 北京某某商贸有限公司经股东会决议，拟向公司登记机关申请注销登记，清算组已经成立，请债权人自本公告发布之日起四十五日内向清算组申报债权。清算组负责人：张某，联系电话：010-8XXXXXXX。 (335, 685, 432, 696)
notice-body: 本院受理原告与被告合同纠纷一案，因你下落不明，依照《中华人民共和国民事诉讼法》的规定，向你公告送达起诉状副本、应诉通知书、举证通知书及开庭传票等。依照《中华人民共和国民事诉讼法》的规定，现予公告。自公告之日起六十日内，利害关系人应向本院申报权利。届时如果无人申报权利，本院将依法作出判决，宣告上述票据无效。 (16, 589, 113, 607)
notice-item: 河北某某建筑工程有限公司遗失开户许可证，核准号：J1000XXXXXXX，声明作废。北京某某咨询服务有限公司股东会决议减少注册资本，由一千万元减至二百万元，请债权人于见报之日起四十五日内向公司提出清偿债务或提供担保的要求。 (335, 959, 432, 970)
notice-signature: 陕西省西安市中级人民法院 (189, 829, 221, 833)
notice-item: 河北某某建筑工程有限公司遗失开户许可证，核准号：J1000XXXXXXX，声明作废。北京某某咨询服务有限公司股东会决议减少注册资本，由一千万元减至二百万元，请债权人于见报之日起四十五日内向公司提出清偿债务或提供担保的要求。 (335, 817, 432, 828)
notice-item: 北京某某餐饮管理有限公司经股东会决议，决定解散本公司，请债权人于见报之日起四十五日内到本公司清算组申报债权。特此公告。 (335, 572, 432, 580)
notice-signature: 黑龙江省哈尔滨市中级人民法院 (291, 536, 328, 540)
notice-signature: 河南省郑州市中级人民法院 (81, 470, 113, 474)
notice-item: 天津某某物流有限公司遗失公章一枚，声明作废。上海某某贸易有限公司遗失发票专用章一枚，声明作废。 (335, 992, 432, 999)
notice-signature: 广西壮族自治区南宁市中级人民法院 (286, 993, 328, 997)
notice-item: 北京某某餐饮管理有限公司经股东会决议，决定解散本公司，请债权人于见报之日起四十五日内到本公司清算组申报债权。特此公告。 (335, 287, 432, 295)
notice-body: 本院受理原告与被告合同纠纷一案，因你下落不明，依照《中华人民共和国民事诉讼法》的规定，向你公告送达起诉状副本、应诉通知书、举证通知书及开庭传票等。如不服本判决，可在公告期满后十五日内向本院递交上诉状，并按对方当事人的人数提出副本，上诉于上级人民法院。逾期本判决即发生法律效力。自公告之日起经过三十日即视为送达。 (16, 245, 113, 263)
column-6-7 (332, 88, 435, 1339)
notice-body: 本院受理原告与被告合同纠纷一案，因你下落不明，依照《中华人民共和国民事诉讼法》的规定，向你公告送达起诉状副本、应诉通知书、举证通知书及开庭传票等。本院受理申请人申请公示催告一案，申请人因票据遗失，向本院申请公示催告，本院决定受理。依照《中华人民共和国民事诉讼法》的规定，现予公告。自公告之日起六十日内，利害关系人应向本院申报权利。 (16, 887, 113, 905)
notice-item: 北京某某商贸有限公司经股东会决议，拟向公司登记机关申请注销登记，清算组已经成立，请债权人自本公告发布之日起四十五日内向清算组申报债权。清算组负责人：张某，联系电话：010-8XXXXXXX。 (335, 875, 432, 886)
notice-item: 北京某某文化传媒有限公司经股东决定，公司注册资本由五百万元减少至一百万元，请债权人自公告之日起四十五日内向本公司提出清偿债务或者提供相应担保的请求。特此公告。 (335, 269, 432, 280)
notice-item: 北京某某文化传媒有限公司经股东决定，公司注册资本由五百万元减少至一百万元，请债权人自公告之日起四十五日内向本公司提出清偿债务或者提供相应担保的请求。特此公告。 (335, 506, 432, 517)
notice-signature: 重庆市第五中级人民法院 (299, 971, 328, 975)
notice-body: 本院依法受理了债权人对债务人的破产清算申请，并指定管理人。债务人的债权人应自公告之日起三十日内向管理人申报债权，书面说明债权数额和有无财产担保，并提供相关证据材料。本院在执行申请执行人与被执行人借款合同纠纷一案中，因被执行人下落不明，依法向其公告送达执行通知书、报告财产令及评估报告，自公告之日起经过六十日即视为送达。未在上述期限内申报债权的，可以在破产财产最后分配前补充申报，但对此前已进行的分配无权要求补充分配，同时要承担为审查和确认补充申报债权所产生的费用。债务人的债务人或者财产持有人应当向管理人清偿债务或交付财产。 (124, 201, 221, 229)
notice-signature: 天津市第一中级人民法院 (192, 922, 221, 926)
notice-body: 本院受理原告与被告合同纠纷一案，因你下落不明，依照《中华人民共和国民事诉讼法》的规定，向你公告送达起诉状副本、应诉通知书、举证通知书及开庭传票等。本院在审理原告诉被告买卖合同纠纷一案中，因被告下落不明，现依法向你公告送达民事判决书。如不服本判决，可在公告期满后十五日内向本院递交上诉状，并按对方当事人的人数提出副本，上诉于上级人民法院。逾期本判决即发生法律效力。 (16, 1227, 113, 1245)
notice-signature: 四川省成都市中级人民法院 (81, 995, 113, 999)
notice-signature: 安徽省合肥市中级人民法院 (189, 355, 221, 359)
notice-item: 河北某某建筑工程有限公司遗失开户许可证，核准号：J1000XXXXXXX，声明作废。北京某某咨询服务有限公司股东会决议减少注册资本，由一千万元减至二百万元，请债权人于见报之日起四十五日内向公司提出清偿债务或提供担保的要求。 (335, 342, 432, 353)
notice-body: 本院受理原告诉被告离婚纠纷一案，现依法向你公告送达起诉状副本、应诉通知书、举证通知书、合议庭组成人员通知书及开庭传票。本院受理申请人申请认定财产无主一案，现发出财产认领公告，该财产的所有人或者继承人应自公告之日起一年内向本院申请认领。自公告之日起经过三十日即视为送达。提出答辩状的期限和举证的期限分别为公告期满后的十五日和三十日内。 (231, 605, 328, 623)
notice-body: 本院受理原告与被告合同纠纷一案，因你下落不明，依照《中华人民共和国民事诉讼法》的规定，向你公告送达起诉状副本、应诉通知书、举证通知书及开庭传票等。自公告之日起经过三十日即视为送达。提出答辩状和举证的期限为公告期满后的十五日内，并定于举证期满后第三日上午九时在本院第一法庭公开开庭审理，逾期将依法缺席判决。本院受理申请人申请公示催告一案，申请人因票据遗失，向本院申请公示催告，本院决定受理。 (16, 1021, 113, 1042)
notice-body: 本院依法受理了债权人对债务人的破产清算申请，并指定管理人。债务人的债权人应自公告之日起三十日内向管理人申报债权，书面说明债权数额和有无财产担保，并提供相关证据材料。第一次债权人会议将于债权申报期限届满后召开，依法申报债权的债权人有权参加债权人会议。参加会议的债权人系法人或其他组织的，应提交营业执照、法定代表人身份证明书，如委托代理人出席会议，应提交特别授权委托书、委托代理人的身份证件或律师执业证。本院在执行申请执行人与被执行人借款合同纠纷一案中，因被执行人下落不明，依法向其公告送达执行通知书、报告财产令及评估报告，自公告之日起经过六十日即视为送达。 (124, 707, 221, 735)
notice-signature: 河南省郑州市中级人民法院 (81, 654, 113, 658)
notice-body: 本院受理原告诉被告离婚纠纷一案，现依法向你公告送达起诉状副本、应诉通知书、举证通知书、合议庭组成人员通知书及开庭传票。现发出寻找失踪人的公告，希望下落不明人本人及知其下落的有关人员见报后与本院联系。公告期间为三个月，公告期满仍不能确定其下落的，本院将依法判决宣告其失踪。本院受理申请人申请认定财产无主一案，现发出财产认领公告，该财产的所有人或者继承人应自公告之日起一年内向本院申请认领。 (231, 692, 328, 714)
notice-body: 本院受理原告与被告合同纠纷一案，因你下落不明，依照《中华人民共和国民事诉讼法》的规定，向你公告送达起诉状副本、应诉通知书、举证通知书及开庭传票等。提出答辩状和举证的期限为公告期满后的十五日内，并定于举证期满后第三日上午九时在本院第一法庭公开开庭审理，逾期将依法缺席判决。本院受理申请人申请公示催告一案，申请人因票据遗失，向本院申请公示催告，本院决定受理。依照《中华人民共和国民事诉讼法》的规定，现予公告。 (16, 267, 113, 288)
notice-body: 本院受理原告诉被告离婚纠纷一案，现依法向你公告送达起诉状副本、应诉通知书、举证通知书、合议庭组成人员通知书及开庭传票。提出答辩状的期限和举证的期限分别为公告期满后的十五日和三十日内。并定于举证期满后的第三日上午九时在本院第三法庭开庭审理，逾期将依法缺席裁判。本院受理申请人申请宣告公民失踪一案，经查下落不明人于多年前离家出走，至今下落不明。 (231, 975, 328, 993)
notice-body: 本院受理原告与被告合同纠纷一案，因你下落不明，依照《中华人民共和国民事诉讼法》的规定，向你公告送达起诉状副本、应诉通知书、举证通知书及开庭传票等。依照《中华人民共和国民事诉讼法》的规定，现予公告。自公告之日起六十日内，利害关系人应向本院申报权利。届时如果无人申报权利，本院将依法作出判决，宣告上述票据无效。 (16, 133, 113, 151)
notice-body: 本院受理原告诉被告离婚纠纷一案，现依法向你公告送达起诉状副本、应诉通知书、举证通知书、合议庭组成人员通知书及开庭传票。本院受理申请人申请认定财产无主一案，现发出财产认领公告，该财产的所有人或者继承人应自公告之日起一年内向本院申请认领。自公告之日起经过三十日即视为送达。提出答辩状的期限和举证的期限分别为公告期满后的十五日和三十日内。 (231, 757, 328, 775)
notice-signature: 浙江省杭州市中级人民法院 (81, 560, 113, 564)
notice-body: 本院受理原告诉被告离婚纠纷一案，现依法向你公告送达起诉状副本、应诉通知书、举证通知书、合议庭组成人员通知书及开庭传票。现发出寻找失踪人的公告，希望下落不明人本人及知其下落的有关人员见报后与本院联系。公告期间为三个月，公告期满仍不能确定其下落的，本院将依法判决宣告其失踪。本院受理申请人申请认定财产无主一案，现发出财产认领公告，该财产的所有人或者继承人应自公告之日起一年内向本院申请认领。 (231, 540, 328, 561)
notice-body: 本院依法受理了债权人对债务人的破产清算申请，并指定管理人。债务人的债权人应自公告之日起三十日内向管理人申报债权，书面说明债权数额和有无财产担保，并提供相关证据材料。债务人的债务人或者财产持有人应当向管理人清偿债务或交付财产。第一次债权人会议将于债权申报期限届满后召开，依法申报债权的债权人有权参加债权人会议。参加会议的债权人系法人或其他组织的，应提交营业执照、法定代表人身份证明书，如委托代理人出席会议，应提交特别授权委托书、委托代理人的身份证件或律师执业证。 (124, 488, 221, 513)
notice-body: 本院受理原告与被告合同纠纷一案，因你下落不明，依照《中华人民共和国民事诉讼法》的规定，向你公告送达起诉状副本、应诉通知书、举证通知书及开庭传票等。依照《中华人民共和国民事诉讼法》的规定，现予公告。自公告之日起六十日内，利害关系人应向本院申报权利。届时如果无人申报权利，本院将依法作出判决，宣告上述票据无效。 (16, 1046, 113, 1064)
notice-item: 天津某某物流有限公司遗失公章一枚，声明作废。上海某某贸易有限公司遗失发票专用章一枚，声明作废。 (335, 185, 432, 193)
column-body (16, 108, 113, 1274)
notice-item: 北京某某文化传媒有限公司经股东决定，公司注册资本由五百万元减少至一百万元，请债权人自公告之日起四十五日内向本公司提出清偿债务或者提供相应担保的请求。特此公告。 (335, 933, 432, 944)
notice-signature: 北京市朝阳区人民法院 (195, 387, 221, 391)
notice-signature: 上海市浦东新区人民法院 (84, 357, 113, 361)
notice-item: 天津某某物流有限公司遗失公章一枚，声明作废。上海某某贸易有限公司遗失发票专用章一枚，声明作废。 (335, 802, 432, 809)
notice-body: 本院受理原告与被告合同纠纷一案，因你下落不明，依照《中华人民共和国民事诉讼法》的规定，向你公告送达起诉状副本、应诉通知书、举证通知书及开庭传票等。本院在审理原告诉被告买卖合同纠纷一案中，因被告下落不明，现依法向你公告送达民事判决书。如不服本判决，可在公告期满后十五日内向本院递交上诉状，并按对方当事人的人数提出副本，上诉于上级人民法院。逾期本判决即发生法律效力。 (16, 999, 113, 1017)
notice-body: 本院受理原告诉被告离婚纠纷一案，现依法向你公告送达起诉状副本、应诉通知书、举证通知书、合议庭组成人员通知书及开庭传票。本院受理申请人申请宣告公民失踪一案，经查下落不明人于多年前离家出走，至今下落不明。现发出寻找失踪人的公告，希望下落不明人本人及知其下落的有关人员见报后与本院联系。公告期间为三个月，公告期满仍不能确定其下落的，本院将依法判决宣告其失踪。 (231, 1193, 328, 1211)
notice-body: 本院依法受理了债权人对债务人的破产清算申请，并指定管理人。债务人的债权人应自公告之日起三十日内向管理人申报债权，书面说明债权数额和有无财产担保，并提供相关证据材料。第一次债权人会议将于债权申报期限届满后召开，依法申报债权的债权人有权参加债权人会议。参加会议的债权人系法人或其他组织的，应提交营业执照、法定代表人身份证明书，如委托代理人出席会议，应提交特别授权委托书、委托代理人的身份证件或律师执业证。本院在执行申请执行人与被执行人借款合同纠纷一案中，因被执行人下落不明，依法向其公告送达执行通知书、报告财产令及评估报告，自公告之日起经过六十日即视为送达。 (124, 549, 221, 577)
notice-item: 河北某某建筑工程有限公司遗失开户许可证，核准号：J1000XXXXXXX，声明作废。北京某某咨询服务有限公司股东会决议减少注册资本，由一千万元减至二百万元，请债权人于见报之日起四十五日内向公司提出清偿债务或提供担保的要求。 (335, 912, 432, 923)
notice-item: 北京某某商贸有限公司经股东会决议，拟向公司登记机关申请注销登记，清算组已经成立，请债权人自本公告发布之日起四十五日内向清算组申报债权。清算组负责人：张某，联系电话：010-8XXXXXXX。 (335, 448, 432, 459)
notice-signature: 浙江省杭州市中级人民法院 (81, 1111, 113, 1115)
notice-signature: 湖北省武汉市中级人民法院 (81, 607, 113, 611)
notice-body: 本院受理原告与被告合同纠纷一案，因你下落不明，依照《中华人民共和国民事诉讼法》的规定，向你公告送达起诉状副本、应诉通知书、举证通知书及开庭传票等。在公示催告期间，转让该票据权利的行为无效。本院在审理原告诉被告买卖合同纠纷一案中，因被告下落不明，现依法向你公告送达民事判决书。如不服本判决，可在公告期满后十五日内向本院递交上诉状，并按对方当事人的人数提出副本，上诉于上级人民法院。 (16, 155, 113, 176)
notice-signature: 山西省太原市中级人民法院 (296, 928, 328, 932)
notice-signature: 陕西省西安市中级人民法院 (189, 577, 221, 581)
notice-item: 天津某某物流有限公司遗失公章一枚，声明作废。上海某某贸易有限公司遗失发票专用章一枚，声明作废。 (335, 517, 432, 525)
notice-signature: 陕西省西安市中级人民法院 (189, 326, 221, 330)
section-title: 遗失声明 (377, 108, 390, 112)
notice-signature: 江苏省南京市中级人民法院 (81, 948, 113, 952)
notice-signature: 广东省深圳市中级人民法院 (81, 332, 113, 336)
notice-item: 北京某某餐饮管理有限公司经股东会决议，决定解散本公司，请债权人于见报之日起四十五日内到本公司清算组申报债权。特此公告。 (335, 1236, 432, 1244)
notice-signature: 贵州省贵阳市中级人民法院 (296, 1124, 328, 1128)
notice-body: 本院受理原告诉被告离婚纠纷一案，现依法向你公告送达起诉状副本、应诉通知书、举证通知书、合议庭组成人员通知书及开庭传票。并定于举证期满后的第三日上午九时在本院第三法庭开庭审理，逾期将依法缺席裁判。本院受理申请人申请宣告公民失踪一案，经查下落不明人于多年前离家出走，至今下落不明。现发出寻找失踪人的公告，希望下落不明人本人及知其下落的有关人员见报后与本院联系。 (231, 627, 328, 645)
notice-body: 本院受理原告诉被告离婚纠纷一案，现依法向你公告送达起诉状副本、应诉通知书、举证通知书、合议庭组成人员通知书及开庭传票。本院受理申请人申请宣告公民失踪一案，经查下落不明人于多年前离家出走，至今下落不明。现发出寻找失踪人的公告，希望下落不明人本人及知其下落的有关人员见报后与本院联系。公告期间为三个月，公告期满仍不能确定其下落的，本院将依法判决宣告其失踪。 (231, 583, 328, 601)
notice-signature: 黑龙江省哈尔滨市中级人民法院 (291, 713, 328, 717)
notice-signature: 北京市第三中级人民法院 (84, 676, 113, 680)
notice-signature: 上海市浦东新区人民法院 (84, 176, 113, 180)
notice-body: 本院受理原告与被告合同纠纷一案，因你下落不明，依照《中华人民共和国民事诉讼法》的规定，向你公告送达起诉状副本、应诉通知书、举证通知书及开庭传票等。依照《中华人民共和国民事诉讼法》的规定，现予公告。自公告之日起六十日内，利害关系人应向本院申报权利。届时如果无人申报权利，本院将依法作出判决，宣告上述票据无效。 (16, 361, 113, 379)
notice-item: 北京某某餐饮管理有限公司经股东会决议，决定解散本公司，请债权人于见报之日起四十五日内到本公司清算组申报债权。特此公告。 (335, 762, 432, 769)
notice-item: 北京某某文化传媒有限公司经股东决定，公司注册资本由五百万元减少至一百万元，请债权人自公告之日起四十五日内向本公司提出清偿债务或者提供相应担保的请求。特此公告。 (335, 649, 432, 660)
column-header: 公告专栏 (335, 91, 432, 106)
notice-signature: 四川省成都市中级人民法院 (81, 263, 113, 267)
notice-body: 本院受理原告诉被告离婚纠纷一案，现依法向你公告送达起诉状副本、应诉通知书、举证通知书、合议庭组成人员通知书及开庭传票。并定于举证期满后的第三日上午九时在本院第三法庭开庭审理，逾期将依法缺席裁判。本院受理申请人申请宣告公民失踪一案，经查下落不明人于多年前离家出走，至今下落不明。现发出寻找失踪人的公告，希望下落不明人本人及知其下落的有关人员见报后与本院联系。 (231, 169, 328, 187)
notice-item: 北京某某餐饮管理有限公司经股东会决议，决定解散本公司，请债权人于见报之日起四十五日内到本公司清算组申报债权。特此公告。 (335, 952, 432, 959)
notice-body: 本院依法受理了债权人对债务人的破产清算申请，并指定管理人。债务人的债权人应自公告之日起三十日内向管理人申报债权，书面说明债权数额和有无财产担保，并提供相关证据材料。未在上述期限内申报债权的，可以在破产财产最后分配前补充申报，但对此前已进行的分配无权要求补充分配，同时要承担为审查和确认补充申报债权所产生的费用。债务人的债务人或者财产持有人应当向管理人清偿债务或交付财产。第一次债权人会议将于债权申报期限届满后召开，依法申报债权的债权人有权参加债权人会议。 (124, 108, 221, 132)
notice-body: 本院受理原告与被告合同纠纷一案，因你下落不明，依照《中华人民共和国民事诉讼法》的规定，向你公告送达起诉状副本、应诉通知书、举证通知书及开庭传票等。如不服本判决，可在公告期满后十五日内向本院递交上诉状，并按对方当事人的人数提出副本，上诉于上级人民法院。逾期本判决即发生法律效力。自公告之日起经过三十日即视为送达。 (16, 474, 113, 491)
notice-body: 本院受理原告与被告合同纠纷一案，因你下落不明，依照《中华人民共和国民事诉讼法》的规定，向你公告送达起诉状副本、应诉通知书、举证通知书及开庭传票等。如不服本判决，可在公告期满后十五日内向本院递交上诉状，并按对方当事人的人数提出副本，上诉于上级人民法院。逾期本判决即发生法律效力。自公告之日起经过三十日即视为送达。 (16, 702, 113, 720)
column-header: 人民法院公告 (16, 91, 113, 106)
column-5-8 (228, 88, 331, 1237)
notice-signature: 江苏省南京市中级人民法院 (81, 586, 113, 590)
notice-item: 北京某某文化传媒有限公司经股东决定，公司注册资本由五百万元减少至一百万元，请债权人自公告之日起四十五日内向本公司提出清偿债务或者提供相应担保的请求。特此公告。 (335, 601, 432, 612)
notice-body: 本院依法受理了债权人对债务人的破产清算申请，并指定管理人。债务人的债权人应自公告之日起三十日内向管理人申报债权，书面说明债权数额和有无财产担保，并提供相关证据材料。参加会议的债权人系法人或其他组织的，应提交营业执照、法定代表人身份证明书，如委托代理人出席会议，应提交特别授权委托书、委托代理人的身份证件或律师执业证。本院在执行申请执行人与被执行人借款合同纠纷一案中，因被执行人下落不明，依法向其公告送达执行通知书、报告财产令及评估报告，自公告之日起经过六十日即视为送达。未在上述期限内申报债权的，可以在破产财产最后分配前补充申报，但对此前已进行的分配无权要求补充分配，同时要承担为审查和确认补充申报债权所产生的费用。 (124, 768, 221, 800)
notice-body: 本院受理原告诉被告离婚纠纷一案，现依法向你公告送达起诉状副本、应诉通知书、举证通知书、合议庭组成人员通知书及开庭传票。自公告之日起经过三十日即视为送达。提出答辩状的期限和举证的期限分别为公告期满后的十五日和三十日内。并定于举证期满后的第三日上午九时在本院第三法庭开庭审理，逾期将依法缺席裁判。 (231, 1175, 328, 1189)
notice-item: 天津某某物流有限公司遗失公章一枚，声明作废。上海某某贸易有限公司遗失发票专用章一枚，声明作废。 (335, 1087, 432, 1094)
notice-body: 本院受理原告与被告合同纠纷一案，因你下落不明，依照《中华人民共和国民事诉讼法》的规定，向你公告送达起诉状副本、应诉通知书、举证通知书及开庭传票等。在公示催告期间，转让该票据权利的行为无效。本院在审理原告诉被告买卖合同纠纷一案中，因被告下落不明，现依法向你公告送达民事判决书。如不服本判决，可在公告期满后十五日内向本院递交上诉状，并按对方当事人的人数提出副本，上诉于上级人民法院。 (16, 611, 113, 633)
notice-signature: 重庆市第五中级人民法院 (299, 797, 328, 801)
notice-body: 本院依法受理了债权人对债务人的破产清算申请，并指定管理人。债务人的债权人应自公告之日起三十日内向管理人申报债权，书面说明债权数额和有无财产担保，并提供相关证据材料。债务人的债务人或者财产持有人应当向管理人清偿债务或交付财产。第一次债权人会议将于债权申报期限届满后召开，依法申报债权的债权人有权参加债权人会议。参加会议的债权人系法人或其他组织的，应提交营业执照、法定代表人身份证明书，如委托代理人出席会议，应提交特别授权委托书、委托代理人的身份证件或律师执业证。 (124, 804, 221, 829)
notice-body: 本院受理原告诉被告离婚纠纷一案，现依法向你公告送达起诉状副本、应诉通知书、举证通知书、合议庭组成人员通知书及开庭传票。本院受理申请人申请宣告公民失踪一案，经查下落不明人于多年前离家出走，至今下落不明。现发出寻找失踪人的公告，希望下落不明人本人及知其下落的有关人员见报后与本院联系。公告期间为三个月，公告期满仍不能确定其下落的，本院将依法判决宣告其失踪。 (231, 736, 328, 754)
notice-signature: 上海市浦东新区人民法院 (84, 538, 113, 542)
notice-body: 本院受理原告与被告合同纠纷一案，因你下落不明，依照《中华人民共和国民事诉讼法》的规定，向你公告送达起诉状副本、应诉通知书、举证通知书及开庭传票等。本院在审理原告诉被告买卖合同纠纷一案中，因被告下落不明，现依法向你公告送达民事判决书。如不服本判决，可在公告期满后十五日内向本院递交上诉状，并按对方当事人的人数提出副本，上诉于上级人民法院。逾期本判决即发生法律效力。 (16, 771, 113, 789)
notice-item: 北京某某商贸有限公司经股东会决议，拟向公司登记机关申请注销登记，清算组已经成立，请债权人自本公告发布之日起四十五日内向清算组申报债权。清算组负责人：张某，联系电话：010-8XXXXXXX。 (335, 495, 432, 506)
notice-item: 河北某某建筑工程有限公司遗失开户许可证，核准号：J1000XXXXXXX，声明作废。北京某某咨询服务有限公司股东会决议减少注册资本，由一千万元减至二百万元，请债权人于见报之日起四十五日内向公司提出清偿债务或提供担保的要求。 (335, 390, 432, 401)
notice-item: 北京某某商贸有限公司经股东会决议，拟向公司登记机关申请注销登记，清算组已经成立，请债权人自本公告发布之日起四十五日内向清算组申报债权。清算组负责人：张某，联系电话：010-8XXXXXXX。 (335, 828, 432, 839)
notice-signature: 湖南省长沙市中级人民法院 (189, 735, 221, 739)
notice-item: 北京某某商贸有限公司经股东会决议，拟向公司登记机关申请注销登记，清算组已经成立，请债权人自本公告发布之日起四十五日内向清算组申报债权。清算组负责人：张某，联系电话：010-8XXXXXXX。 (335, 638, 432, 649)
notice-signature: 广西壮族自治区南宁市中级人民法院 (286, 819, 328, 823)
notice-item: 天津某某物流有限公司遗失公章一枚，声明作废。上海某某贸易有限公司遗失发票专用章一枚，声明作废。 (335, 660, 432, 667)
notice-body: 本院受理原告诉被告离婚纠纷一案，现依法向你公告送达起诉状副本、应诉通知书、举证通知书、合议庭组成人员通知书及开庭传票。提出答辩状的期限和举证的期限分别为公告期满后的十五日和三十日内。并定于举证期满后的第三日上午九时在本院第三法庭开庭审理，逾期将依法缺席裁判。本院受理申请人申请宣告公民失踪一案，经查下落不明人于多年前离家出走，至今下落不明。 (231, 823, 328, 841)
notice-item: 北京某某商贸有限公司经股东会决议，拟向公司登记机关申请注销登记，清算组已经成立，请债权人自本公告发布之日起四十五日内向清算组申报债权。清算组负责人：张某，联系电话：010-8XXXXXXX。 (335, 1302, 432, 1313)
notice-body: 本院受理原告与被告合同纠纷一案，因你下落不明，依照《中华人民共和国民事诉讼法》的规定，向你公告送达起诉状副本、应诉通知书、举证通知书及开庭传票等。在公示催告期间，转让该票据权利的行为无效。本院在审理原告诉被告买卖合同纠纷一案中，因被告下落不明，现依法向你公告送达民事判决书。如不服本判决，可在公告期满后十五日内向本院递交上诉状，并按对方当事人的人数提出副本，上诉于上级人民法院。 (16, 840, 113, 861)
notice-item: 河北某某建筑工程有限公司遗失开户许可证，核准号：J1000XXXXXXX，声明作废。北京某某咨询服务有限公司股东会决议减少注册资本，由一千万元减至二百万元，请债权人于见报之日起四十五日内向公司提出清偿债务或提供担保的要求。 (335, 627, 432, 638)
notice-signature: 河北省石家庄市中级人民法院 (294, 209, 328, 213)
notice-body: 本院受理原告与被告合同纠纷一案，因你下落不明，依照《中华人民共和国民事诉讼法》的规定，向你公告送达起诉状副本、应诉通知书、举证通知书及开庭传票等。自公告之日起六十日内，利害关系人应向本院申报权利。届时如果无人申报权利，本院将依法作出判决，宣告上述票据无效。在公示催告期间，转让该票据权利的行为无效。 (16, 292, 113, 310)
notice-item: 天津某某物流有限公司遗失公章一枚，声明作废。上海某某贸易有限公司遗失发票专用章一枚，声明作废。 (335, 1229, 432, 1236)
notice-signature: 北京市朝阳区人民法院 (195, 1144, 221, 1148)
notice-item: 北京某某商贸有限公司经股东会决议，拟向公司登记机关申请注销登记，清算组已经成立，请债权人自本公告发布之日起四十五日内向清算组申报债权。清算组负责人：张某，联系电话：010-8XXXXXXX。 (335, 1255, 432, 1266)
notice-signature: 河北省石家庄市中级人民法院 (294, 732, 328, 736)
notice-body: 本院受理原告与被告合同纠纷一案，因你下落不明，依照《中华人民共和国民事诉讼法》的规定，向你公告送达起诉状副本、应诉通知书、举证通知书及开庭传票等。逾期本判决即发生法律效力。自公告之日起经过三十日即视为送达。提出答辩状和举证的期限为公告期满后的十五日内，并定于举证期满后第三日上午九时在本院第一法庭公开开庭审理，逾期将依法缺席判决。 (16, 1093, 113, 1111)
notice-signature: 湖南省长沙市中级人民法院 (189, 484, 221, 488)
notice-signature: 福建省厦门市中级人民法院 (189, 513, 221, 517)
notice-item: 天津某某物流有限公司遗失公章一枚，声明作废。上海某某贸易有限公司遗失发票专用章一枚，声明作废。 (335, 1039, 432, 1047)
notice-signature: 云南省昆明市中级人民法院 (296, 688, 328, 692)
notice-body: 本院受理原告与被告合同纠纷一案，因你下落不明，依照《中华人民共和国民事诉讼法》的规定，向你公告送达起诉状副本、应诉通知书、举证通知书及开庭传票等。自公告之日起六十日内，利害关系人应向本院申报权利。届时如果无人申报权利，本院将依法作出判决，宣告上述票据无效。在公示催告期间，转让该票据权利的行为无效。 (16, 521, 113, 539)
notice-body: 本院受理原告诉被告离婚纠纷一案，现依法向你公告送达起诉状副本、应诉通知书、举证通知书、合议庭组成人员通知书及开庭传票。现发出寻找失踪人的公告，希望下落不明人本人及知其下落的有关人员见报后与本院联系。公告期间为三个月，公告期满仍不能确定其下落的，本院将依法判决宣告其失踪。本院受理申请人申请认定财产无主一案，现发出财产认领公告，该财产的所有人或者继承人应自公告之日起一年内向本院申请认领。 (231, 1150, 328, 1171)
notice-item: 河北某某建筑工程有限公司遗失开户许可证，核准号：J1000XXXXXXX，声明作废。北京某某咨询服务有限公司股东会决议减少注册资本，由一千万元减至二百万元，请债权人于见报之日起四十五日内向公司提出清偿债务或提供担保的要求。 (335, 769, 432, 780)
notice-item: 河北某某建筑工程有限公司遗失开户许可证，核准号：J1000XXXXXXX，声明作废。北京某某咨询服务有限公司股东会决议减少注册资本，由一千万元减至二百万元，请债权人于见报之日起四十五日内向公司提出清偿债务或提供担保的要求。 (335, 532, 432, 543)
notice-signature: 河南省郑州市中级人民法院 (81, 836, 113, 840)
notice-signature: 黑龙江省哈尔滨市中级人民法院 (291, 1058, 328, 1062)
notice-signature: 江苏省南京市中级人民法院 (81, 1133, 113, 1137)
notice-item: 河北某某建筑工程有限公司遗失开户许可证，核准号：J1000XXXXXXX，声明作废。北京某某咨询服务有限公司股东会决议减少注册资本，由一千万元减至二百万元，请债权人于见报之日起四十五日内向公司提出清偿债务或提供担保的要求。 (335, 485, 432, 496)
